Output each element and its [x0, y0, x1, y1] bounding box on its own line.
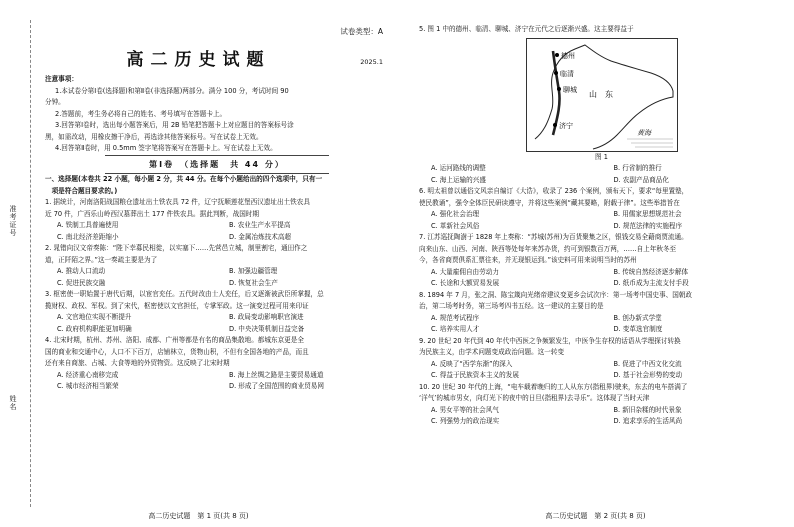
option-b: B. 传统自然经济逐步解体	[613, 267, 689, 276]
question-stem: 使民教诵”，强令全体臣民研读遵守，并将这些案例“藏其要略，附载于律”。这些举措旨在	[419, 198, 680, 207]
instruction-line: 一、选择题(本卷共 22 小题，每小题 2 分，共 44 分。在每个小题给出的四个选项中，只有一	[45, 175, 323, 183]
question-stem: 揽财权、政权、军权。到了宋代，枢密使以文官担任，专掌军政。这一演变过程可用来印证	[45, 301, 309, 310]
question-stem: 4. 北宋时期，杭州、苏州、洛阳、成都、广州等都是有名的商品集散地。都城东京更是全	[45, 336, 304, 344]
option-c: C. 促进民族交融	[57, 278, 106, 287]
page-footer: 高二历史试题 第 1 页(共 8 页)	[148, 512, 249, 520]
question-4	[45, 335, 389, 393]
map-label-linqing: 临清	[559, 69, 574, 78]
option-c: C. 城市经济相当繁荣	[57, 382, 119, 390]
option-d: D. 中央决策机制日益完备	[229, 324, 305, 333]
question-stem: 治，第二场考时务，第三场考四书五经。这一建议的主要目的是	[419, 302, 604, 310]
page-1-body	[45, 74, 389, 527]
option-a: A. 运河路线的调整	[431, 164, 486, 172]
option-a: A. 反映了“西学东渐”的深入	[431, 359, 513, 368]
option-a: A. 经济重心南移完成	[57, 370, 119, 379]
option-a: A. 规范考试程序	[431, 313, 480, 322]
option-c: C. 长途和大额贸易发展	[431, 279, 500, 287]
option-d: D. 形成了全国范围的商业贸易网	[229, 382, 324, 390]
option-d: D. 追求享乐的生活风尚	[613, 417, 683, 425]
option-c: C. 海上运输的兴盛	[431, 175, 486, 184]
figure-1-map	[526, 38, 678, 152]
city-marker-dezhou	[555, 53, 559, 57]
sea-hatching	[627, 139, 673, 147]
option-b: B. 政局变动影响职官演进	[229, 313, 304, 321]
question-stem: 2. 晁错向汉文帝奏陈：“陛下幸募民相徙，以实塞下……先营邑立城，制里割宅，通田作之	[45, 244, 308, 252]
question-9	[419, 336, 784, 382]
option-c: C. 革新社会风俗	[431, 221, 480, 230]
question-stem: 5. 图 1 中的德州、临清、聊城、济宁在元代之后逐渐兴盛。这主要得益于	[419, 25, 634, 33]
question-stem: 9. 20 世纪 20 年代到 40 年代中西医之争频繁发生，中医争生存权的话语从学理探讨转换	[419, 336, 681, 345]
figure-caption: 图 1	[595, 152, 608, 161]
page-2-body	[419, 24, 784, 527]
option-c: C. 培养实用人才	[431, 325, 480, 333]
city-marker-linqing	[554, 71, 558, 75]
question-stem: 1. 据统计，河南洛阳战国粮仓遗址出土铁农具 72 件，辽宁抚顺莲花堡西汉遗址出土铁农具	[45, 198, 310, 206]
exam-type: 试卷类型：A	[340, 27, 383, 36]
question-stem: 近 70 件，广西乐山岭西汉墓葬出土 177 件铁农具。据此判断，战国时期	[45, 209, 259, 218]
option-d: D. 变革选官制度	[613, 325, 663, 333]
notice-list	[45, 86, 389, 155]
map-label-jining: 济宁	[558, 121, 573, 130]
gutter-label-exam-number: 准考证号	[9, 205, 17, 237]
option-b: B. 行省制的推行	[613, 164, 662, 172]
option-d: D. 纸币成为主流支付手段	[613, 279, 689, 287]
option-c: C. 南北经济差距缩小	[57, 232, 119, 241]
shandong-map-graphic	[527, 39, 677, 151]
option-c: C. 政府机构职能更加明确	[57, 324, 132, 333]
binding-line	[30, 20, 31, 507]
option-d: D. 恢复社会生产	[229, 278, 278, 287]
page-title: 高二历史试题	[126, 50, 271, 70]
option-b: B. 促进了中西文化交流	[613, 359, 682, 368]
map-label-dezhou: 德州	[560, 51, 575, 60]
page-footer: 高二历史试题 第 2 页(共 8 页)	[545, 512, 646, 520]
question-stem: ‘洋气’的城市男女，向灯光下的夜中的日旦(指租界)去寻乐”。这体现了当时天津	[419, 394, 650, 402]
option-a: A. 大量雇佣自由劳动力	[431, 267, 499, 276]
question-stem: 国的商业和交通中心，人口不下百万，店铺林立，货物山积，不但有全国各地的产品，而且	[45, 347, 309, 356]
option-d: D. 农副产品商品化	[613, 175, 669, 184]
option-b: B. 用儒家思想规范社会	[613, 210, 682, 218]
map-label-yellow-sea: 黄海	[636, 128, 651, 137]
section-heading: 第Ⅰ卷 （选择题 共 44 分）	[149, 159, 285, 169]
question-6	[419, 186, 784, 232]
instruction-line: 项是符合题目要求的。)	[45, 186, 118, 195]
option-c: C. 得益于民族资本主义的发展	[431, 371, 519, 379]
option-b: B. 创办新式学堂	[613, 313, 662, 322]
notice-line: 4.回答第Ⅱ卷时，用 0.5mm 签字笔将答案写在答题卡上。写在试卷上无效。	[55, 144, 277, 152]
section-rule	[105, 155, 329, 156]
question-3	[45, 289, 389, 335]
exam-page-2	[397, 0, 794, 527]
option-d: D. 基于社会形势的变动	[613, 371, 683, 379]
question-stem: 3. 枢密使一职始置于唐代后期，以宦官充任。五代时改由士人充任，后又逐渐被武臣所掌握，总	[45, 290, 324, 298]
question-stem: 8. 1894 年 7 月，张之洞、陈宝箴向光绪帝建议变更乡会试次序：第一场考中国史事、国朝政	[419, 290, 693, 299]
option-d: D. 规范法律的实施程序	[613, 221, 683, 230]
question-stem: 为民族主义，由学术问题变成政治问题。这一转变	[419, 348, 565, 356]
map-label-liaocheng: 聊城	[562, 85, 577, 94]
city-marker-liaocheng	[557, 87, 561, 91]
question-stem: 向来山东、山西、河南、陕西等处每年来苏办货，约可到银数百万两，……自上年秋冬至	[419, 244, 677, 253]
question-stem: 7. 江苏巡抚陶澍于 1828 年上奏称：“苏城(苏州)为百货聚集之区，银钱交易全藉商贾流通。	[419, 233, 688, 241]
question-5	[419, 24, 784, 186]
notice-line: 3.回答第Ⅰ卷时，选出每小题答案后，用 2B 铅笔把答题卡上对应题目的答案标号涂	[55, 121, 294, 129]
notice-title: 注意事项：	[45, 75, 78, 83]
gutter-label-name: 姓名	[9, 395, 17, 411]
option-b: B. 海上丝绸之路是主要贸易通道	[229, 370, 324, 379]
option-a: A. 文官地位实现不断提升	[57, 313, 132, 321]
option-b: B. 加强边疆管理	[229, 267, 278, 275]
notice-line: 分钟。	[45, 98, 65, 106]
option-d: D. 金属冶炼技术高超	[229, 232, 292, 241]
question-10	[419, 382, 784, 428]
notice-line: 黑，如需改动，用橡皮擦干净后，再选涂其他答案标号。写在试卷上无效。	[45, 132, 263, 141]
question-stem: 还有来自商旅、占城、大食等地的外贸物资。这反映了北宋时期	[45, 359, 230, 367]
map-label-shandong: 山 东	[588, 89, 613, 99]
notice-line: 2.答题前，考生务必将自己的姓名、考号填写在答题卡上。	[55, 109, 227, 118]
question-1	[45, 197, 389, 243]
option-c: C. 列强势力的政治现实	[431, 417, 500, 425]
question-stem: 10. 20 世纪 30 年代的上海，“电车载着晚归的工人从东方(指租界)驶来，东去的电车搭满了	[419, 382, 688, 391]
option-b: B. 新旧杂糅的时代景象	[613, 405, 682, 414]
question-2	[45, 243, 389, 289]
notice-line: 1.本试卷分第Ⅰ卷(选择题)和第Ⅱ卷(非选择题)两部分。满分 100 分，考试时间 90	[55, 86, 289, 95]
question-8	[419, 290, 784, 336]
option-b: B. 农业生产水平提高	[229, 221, 291, 229]
question-stem: 6. 明太祖曾以通俗文风亲自编订《大诰》，收录了 236 个案例，颁布天下，要求“每里置塾，	[419, 187, 689, 195]
option-a: A. 男女平等的社会风气	[431, 405, 499, 414]
question-stem: 今，各省商贾俱系汇票往来，并无现银运到。”该史料可用来说明当时的苏州	[419, 256, 637, 264]
option-a: A. 推动人口流动	[57, 267, 106, 275]
city-marker-jining	[553, 123, 557, 127]
question-7	[419, 232, 784, 290]
binding-gutter	[0, 0, 40, 527]
option-a: A. 铁制工具普遍使用	[57, 221, 119, 229]
option-a: A. 强化社会治理	[431, 210, 480, 218]
question-stem: 道，正阡陌之界。”这一奏疏主要是为了	[45, 255, 158, 264]
exam-date: 2025.1	[360, 58, 383, 66]
